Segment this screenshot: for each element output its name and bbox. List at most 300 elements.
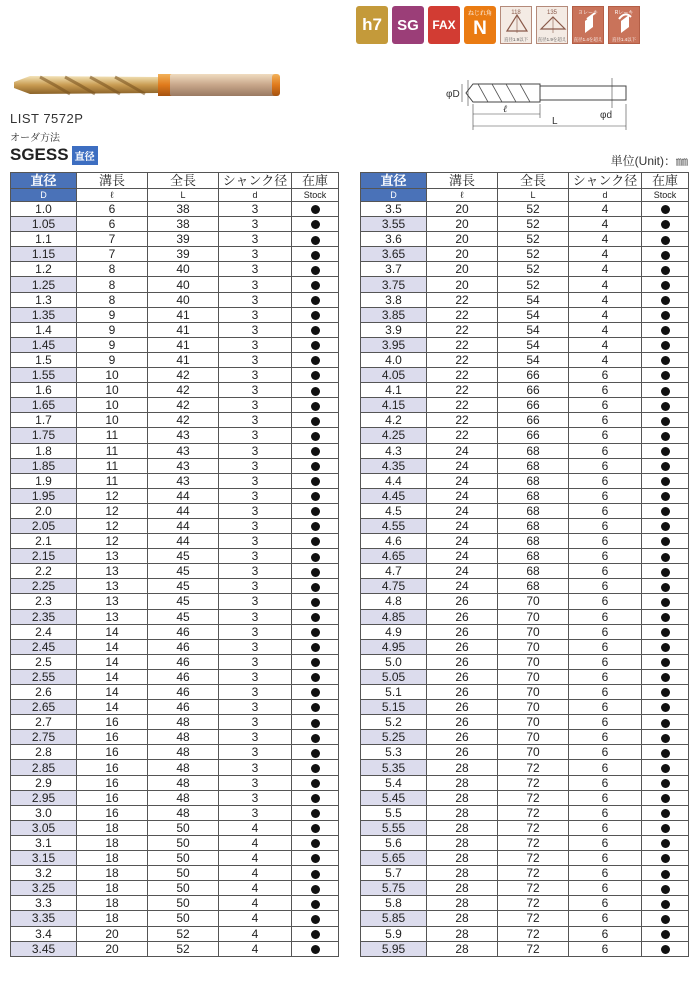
table-row	[11, 383, 339, 398]
cell-diameter: 3.6	[361, 232, 427, 247]
cell-diameter: 1.15	[11, 247, 77, 262]
stock-dot-icon	[661, 824, 670, 833]
cell-shank-dia: 3	[219, 685, 292, 700]
cell-overall-length: 48	[148, 775, 219, 790]
cell-shank-dia: 4	[219, 851, 292, 866]
cell-shank-dia: 4	[569, 262, 642, 277]
cell-stock	[292, 851, 339, 866]
cell-diameter: 3.75	[361, 277, 427, 292]
table-subheader-row	[361, 189, 689, 202]
cell-stock	[292, 775, 339, 790]
cell-shank-dia: 6	[569, 639, 642, 654]
cell-diameter: 5.9	[361, 926, 427, 941]
cell-shank-dia: 3	[219, 654, 292, 669]
stock-dot-icon	[661, 703, 670, 712]
cell-flute-length: 20	[427, 232, 498, 247]
cell-shank-dia: 6	[569, 820, 642, 835]
stock-dot-icon	[311, 643, 320, 652]
cell-flute-length: 26	[427, 624, 498, 639]
cell-overall-length: 43	[148, 443, 219, 458]
cell-overall-length: 72	[498, 911, 569, 926]
cell-stock	[292, 322, 339, 337]
cell-shank-dia: 3	[219, 352, 292, 367]
stock-dot-icon	[311, 583, 320, 592]
cell-flute-length: 20	[427, 277, 498, 292]
cell-shank-dia: 6	[569, 624, 642, 639]
cell-shank-dia: 6	[569, 383, 642, 398]
cell-flute-length: 24	[427, 549, 498, 564]
cell-flute-length: 7	[77, 247, 148, 262]
cell-overall-length: 45	[148, 579, 219, 594]
table-row	[11, 564, 339, 579]
header-shank-dia: シャンク径	[569, 173, 642, 189]
cell-diameter: 5.45	[361, 790, 427, 805]
table-row	[361, 896, 689, 911]
cell-overall-length: 72	[498, 760, 569, 775]
cell-diameter: 5.3	[361, 745, 427, 760]
table-header-row	[361, 173, 689, 189]
cell-diameter: 4.75	[361, 579, 427, 594]
cell-shank-dia: 4	[569, 352, 642, 367]
subheader-stock: Stock	[642, 189, 689, 202]
cell-diameter: 2.0	[11, 503, 77, 518]
cell-stock	[292, 473, 339, 488]
cell-shank-dia: 3	[219, 337, 292, 352]
cell-flute-length: 22	[427, 292, 498, 307]
drill-dimension-diagram	[440, 74, 640, 134]
cell-flute-length: 28	[427, 805, 498, 820]
cell-overall-length: 70	[498, 685, 569, 700]
cell-shank-dia: 6	[569, 790, 642, 805]
cell-overall-length: 39	[148, 247, 219, 262]
cell-stock	[292, 503, 339, 518]
cell-overall-length: 41	[148, 322, 219, 337]
cell-overall-length: 50	[148, 851, 219, 866]
cell-overall-length: 46	[148, 700, 219, 715]
stock-dot-icon	[311, 371, 320, 380]
cell-overall-length: 70	[498, 654, 569, 669]
cell-shank-dia: 4	[219, 881, 292, 896]
cell-stock	[642, 730, 689, 745]
cell-overall-length: 45	[148, 564, 219, 579]
stock-dot-icon	[661, 749, 670, 758]
cell-stock	[642, 368, 689, 383]
cell-diameter: 2.45	[11, 639, 77, 654]
cell-diameter: 5.15	[361, 700, 427, 715]
stock-dot-icon	[661, 266, 670, 275]
table-row	[361, 639, 689, 654]
cell-overall-length: 66	[498, 368, 569, 383]
cell-diameter: 1.85	[11, 458, 77, 473]
stock-dot-icon	[661, 326, 670, 335]
cell-flute-length: 22	[427, 352, 498, 367]
table-row	[361, 202, 689, 217]
cell-overall-length: 43	[148, 473, 219, 488]
table-row	[361, 851, 689, 866]
stock-dot-icon	[311, 220, 320, 229]
cell-flute-length: 9	[77, 307, 148, 322]
stock-dot-icon	[311, 703, 320, 712]
r-rake-label: Rレーキ	[614, 10, 634, 16]
cell-diameter: 3.25	[11, 881, 77, 896]
header-overall-length: 全長	[148, 173, 219, 189]
table-row	[361, 413, 689, 428]
cell-stock	[642, 262, 689, 277]
cell-stock	[642, 549, 689, 564]
cell-flute-length: 11	[77, 473, 148, 488]
table-row	[11, 368, 339, 383]
table-row	[361, 730, 689, 745]
stock-dot-icon	[661, 522, 670, 531]
table-row	[11, 760, 339, 775]
cell-diameter: 1.5	[11, 352, 77, 367]
cell-overall-length: 52	[498, 232, 569, 247]
h7-badge: h7	[356, 6, 388, 44]
cell-flute-length: 16	[77, 745, 148, 760]
cell-shank-dia: 3	[219, 790, 292, 805]
cell-flute-length: 28	[427, 760, 498, 775]
list-number: LIST 7572P	[10, 111, 84, 126]
cell-stock	[642, 609, 689, 624]
subheader-D: D	[11, 189, 77, 202]
cell-diameter: 1.45	[11, 337, 77, 352]
stock-dot-icon	[311, 462, 320, 471]
table-row	[361, 292, 689, 307]
cell-diameter: 1.65	[11, 398, 77, 413]
table-row	[11, 700, 339, 715]
cell-flute-length: 18	[77, 820, 148, 835]
cell-diameter: 5.4	[361, 775, 427, 790]
cell-stock	[642, 217, 689, 232]
cell-overall-length: 72	[498, 820, 569, 835]
cell-flute-length: 12	[77, 488, 148, 503]
stock-dot-icon	[661, 387, 670, 396]
cell-shank-dia: 6	[569, 564, 642, 579]
cell-diameter: 4.8	[361, 594, 427, 609]
cell-flute-length: 14	[77, 624, 148, 639]
cell-shank-dia: 3	[219, 443, 292, 458]
cell-flute-length: 28	[427, 881, 498, 896]
cell-overall-length: 48	[148, 760, 219, 775]
cell-overall-length: 40	[148, 262, 219, 277]
cell-shank-dia: 6	[569, 685, 642, 700]
stock-dot-icon	[311, 779, 320, 788]
cell-stock	[292, 277, 339, 292]
cell-flute-length: 13	[77, 579, 148, 594]
cell-stock	[292, 805, 339, 820]
stock-dot-icon	[311, 507, 320, 516]
cell-diameter: 5.65	[361, 851, 427, 866]
cell-shank-dia: 4	[569, 217, 642, 232]
n-letter: N	[473, 17, 487, 39]
table-row	[361, 654, 689, 669]
cell-diameter: 4.5	[361, 503, 427, 518]
cell-flute-length: 14	[77, 700, 148, 715]
cell-flute-length: 10	[77, 368, 148, 383]
spec-table-left	[10, 172, 339, 957]
cell-flute-length: 26	[427, 730, 498, 745]
cell-overall-length: 45	[148, 609, 219, 624]
stock-dot-icon	[661, 854, 670, 863]
cell-flute-length: 18	[77, 866, 148, 881]
cell-flute-length: 24	[427, 458, 498, 473]
stock-dot-icon	[661, 311, 670, 320]
cell-diameter: 3.1	[11, 835, 77, 850]
cell-stock	[642, 760, 689, 775]
cell-overall-length: 44	[148, 534, 219, 549]
cell-stock	[642, 292, 689, 307]
cell-stock	[642, 352, 689, 367]
cell-shank-dia: 3	[219, 745, 292, 760]
cell-overall-length: 40	[148, 292, 219, 307]
stock-dot-icon	[661, 915, 670, 924]
table-row	[361, 277, 689, 292]
cell-shank-dia: 3	[219, 232, 292, 247]
cell-flute-length: 20	[427, 202, 498, 217]
header-diameter: 直径	[11, 173, 77, 189]
stock-dot-icon	[311, 734, 320, 743]
table-row	[11, 896, 339, 911]
table-row	[11, 262, 339, 277]
cell-overall-length: 50	[148, 881, 219, 896]
cell-stock	[292, 639, 339, 654]
table-row	[361, 775, 689, 790]
cell-shank-dia: 3	[219, 624, 292, 639]
cell-shank-dia: 4	[219, 941, 292, 956]
cell-stock	[642, 866, 689, 881]
cell-shank-dia: 6	[569, 549, 642, 564]
header-diameter: 直径	[361, 173, 427, 189]
cell-stock	[642, 715, 689, 730]
cell-flute-length: 22	[427, 322, 498, 337]
cell-flute-length: 20	[77, 941, 148, 956]
cell-diameter: 4.45	[361, 488, 427, 503]
cell-flute-length: 20	[427, 217, 498, 232]
cell-diameter: 5.8	[361, 896, 427, 911]
stock-dot-icon	[311, 613, 320, 622]
cell-shank-dia: 6	[569, 835, 642, 850]
cell-stock	[292, 488, 339, 503]
cell-diameter: 4.05	[361, 368, 427, 383]
cell-flute-length: 22	[427, 413, 498, 428]
subheader-d: d	[569, 189, 642, 202]
cell-stock	[292, 337, 339, 352]
cell-shank-dia: 4	[569, 232, 642, 247]
stock-dot-icon	[661, 779, 670, 788]
cell-stock	[292, 926, 339, 941]
cell-flute-length: 28	[427, 896, 498, 911]
stock-dot-icon	[311, 326, 320, 335]
table-row	[361, 594, 689, 609]
cell-diameter: 2.55	[11, 669, 77, 684]
stock-dot-icon	[661, 719, 670, 728]
cell-diameter: 4.4	[361, 473, 427, 488]
cell-diameter: 3.65	[361, 247, 427, 262]
cell-stock	[292, 217, 339, 232]
cell-stock	[642, 926, 689, 941]
cell-stock	[642, 398, 689, 413]
cell-overall-length: 66	[498, 398, 569, 413]
cell-flute-length: 22	[427, 337, 498, 352]
stock-dot-icon	[661, 220, 670, 229]
cell-diameter: 3.2	[11, 866, 77, 881]
cell-overall-length: 70	[498, 745, 569, 760]
cell-flute-length: 26	[427, 639, 498, 654]
table-row	[361, 926, 689, 941]
cell-stock	[642, 458, 689, 473]
table-row	[11, 579, 339, 594]
cell-diameter: 4.2	[361, 413, 427, 428]
table-row	[361, 609, 689, 624]
cell-diameter: 1.1	[11, 232, 77, 247]
stock-dot-icon	[661, 251, 670, 260]
cell-stock	[292, 866, 339, 881]
cell-stock	[292, 609, 339, 624]
table-row	[11, 745, 339, 760]
cell-shank-dia: 6	[569, 503, 642, 518]
cell-overall-length: 48	[148, 805, 219, 820]
cell-shank-dia: 6	[569, 488, 642, 503]
cell-diameter: 3.55	[361, 217, 427, 232]
stock-dot-icon	[661, 281, 670, 290]
table-row	[11, 413, 339, 428]
cell-shank-dia: 3	[219, 262, 292, 277]
table-row	[361, 790, 689, 805]
cell-diameter: 5.55	[361, 820, 427, 835]
cell-overall-length: 52	[148, 926, 219, 941]
stock-dot-icon	[311, 281, 320, 290]
cell-shank-dia: 6	[569, 866, 642, 881]
table-row	[11, 881, 339, 896]
cell-stock	[642, 443, 689, 458]
cell-overall-length: 38	[148, 202, 219, 217]
cell-stock	[642, 473, 689, 488]
cell-shank-dia: 3	[219, 639, 292, 654]
table-row	[11, 473, 339, 488]
cell-diameter: 5.85	[361, 911, 427, 926]
stock-dot-icon	[661, 583, 670, 592]
cell-flute-length: 26	[427, 745, 498, 760]
cell-stock	[292, 232, 339, 247]
cell-diameter: 1.3	[11, 292, 77, 307]
stock-dot-icon	[311, 945, 320, 954]
cell-stock	[292, 352, 339, 367]
header-flute-length: 溝長	[427, 173, 498, 189]
cell-stock	[642, 277, 689, 292]
table-row	[11, 337, 339, 352]
table-row	[361, 518, 689, 533]
table-row	[11, 775, 339, 790]
cell-stock	[292, 594, 339, 609]
stock-dot-icon	[311, 537, 320, 546]
cell-shank-dia: 6	[569, 881, 642, 896]
unit-label: 単位(Unit)：㎜	[610, 154, 688, 168]
table-row	[11, 398, 339, 413]
cell-shank-dia: 3	[219, 383, 292, 398]
cell-stock	[292, 730, 339, 745]
cell-flute-length: 28	[427, 790, 498, 805]
table-row	[361, 669, 689, 684]
cell-stock	[292, 624, 339, 639]
cell-stock	[292, 896, 339, 911]
cell-diameter: 5.5	[361, 805, 427, 820]
cell-stock	[642, 790, 689, 805]
stock-dot-icon	[311, 688, 320, 697]
table-row	[11, 669, 339, 684]
cell-stock	[642, 564, 689, 579]
cell-overall-length: 70	[498, 594, 569, 609]
table-row	[11, 428, 339, 443]
cell-diameter: 5.1	[361, 685, 427, 700]
cell-stock	[292, 911, 339, 926]
cell-shank-dia: 6	[569, 911, 642, 926]
cell-shank-dia: 6	[569, 851, 642, 866]
cell-flute-length: 16	[77, 805, 148, 820]
cell-diameter: 3.8	[361, 292, 427, 307]
subheader-L: L	[148, 189, 219, 202]
cell-stock	[292, 820, 339, 835]
cell-overall-length: 44	[148, 488, 219, 503]
cell-stock	[292, 247, 339, 262]
cell-shank-dia: 6	[569, 518, 642, 533]
table-row	[361, 322, 689, 337]
cell-flute-length: 14	[77, 685, 148, 700]
cell-overall-length: 42	[148, 383, 219, 398]
cell-flute-length: 8	[77, 277, 148, 292]
cell-flute-length: 13	[77, 549, 148, 564]
stock-dot-icon	[661, 205, 670, 214]
cell-flute-length: 10	[77, 383, 148, 398]
cell-diameter: 5.75	[361, 881, 427, 896]
cell-flute-length: 8	[77, 292, 148, 307]
stock-dot-icon	[311, 854, 320, 863]
table-row	[361, 337, 689, 352]
cell-shank-dia: 4	[569, 277, 642, 292]
cell-flute-length: 18	[77, 911, 148, 926]
cell-overall-length: 52	[148, 941, 219, 956]
cell-stock	[642, 624, 689, 639]
cell-shank-dia: 3	[219, 428, 292, 443]
cell-flute-length: 24	[427, 518, 498, 533]
table-row	[11, 685, 339, 700]
table-row	[361, 247, 689, 262]
angle-135-caption: 直径1.9を超え	[537, 37, 567, 42]
cell-diameter: 2.7	[11, 715, 77, 730]
cell-flute-length: 24	[427, 488, 498, 503]
cell-shank-dia: 3	[219, 579, 292, 594]
table-row	[361, 443, 689, 458]
cell-flute-length: 22	[427, 307, 498, 322]
cell-stock	[292, 262, 339, 277]
cell-shank-dia: 3	[219, 715, 292, 730]
cell-stock	[642, 232, 689, 247]
cell-overall-length: 66	[498, 428, 569, 443]
cell-shank-dia: 3	[219, 292, 292, 307]
cell-shank-dia: 3	[219, 458, 292, 473]
cell-overall-length: 68	[498, 488, 569, 503]
cell-overall-length: 41	[148, 352, 219, 367]
header-flute-length: 溝長	[77, 173, 148, 189]
cell-diameter: 1.75	[11, 428, 77, 443]
cell-flute-length: 22	[427, 368, 498, 383]
cell-overall-length: 68	[498, 503, 569, 518]
cell-stock	[642, 639, 689, 654]
cell-stock	[292, 534, 339, 549]
cell-shank-dia: 6	[569, 775, 642, 790]
cell-diameter: 5.6	[361, 835, 427, 850]
cell-shank-dia: 3	[219, 398, 292, 413]
cell-stock	[292, 292, 339, 307]
